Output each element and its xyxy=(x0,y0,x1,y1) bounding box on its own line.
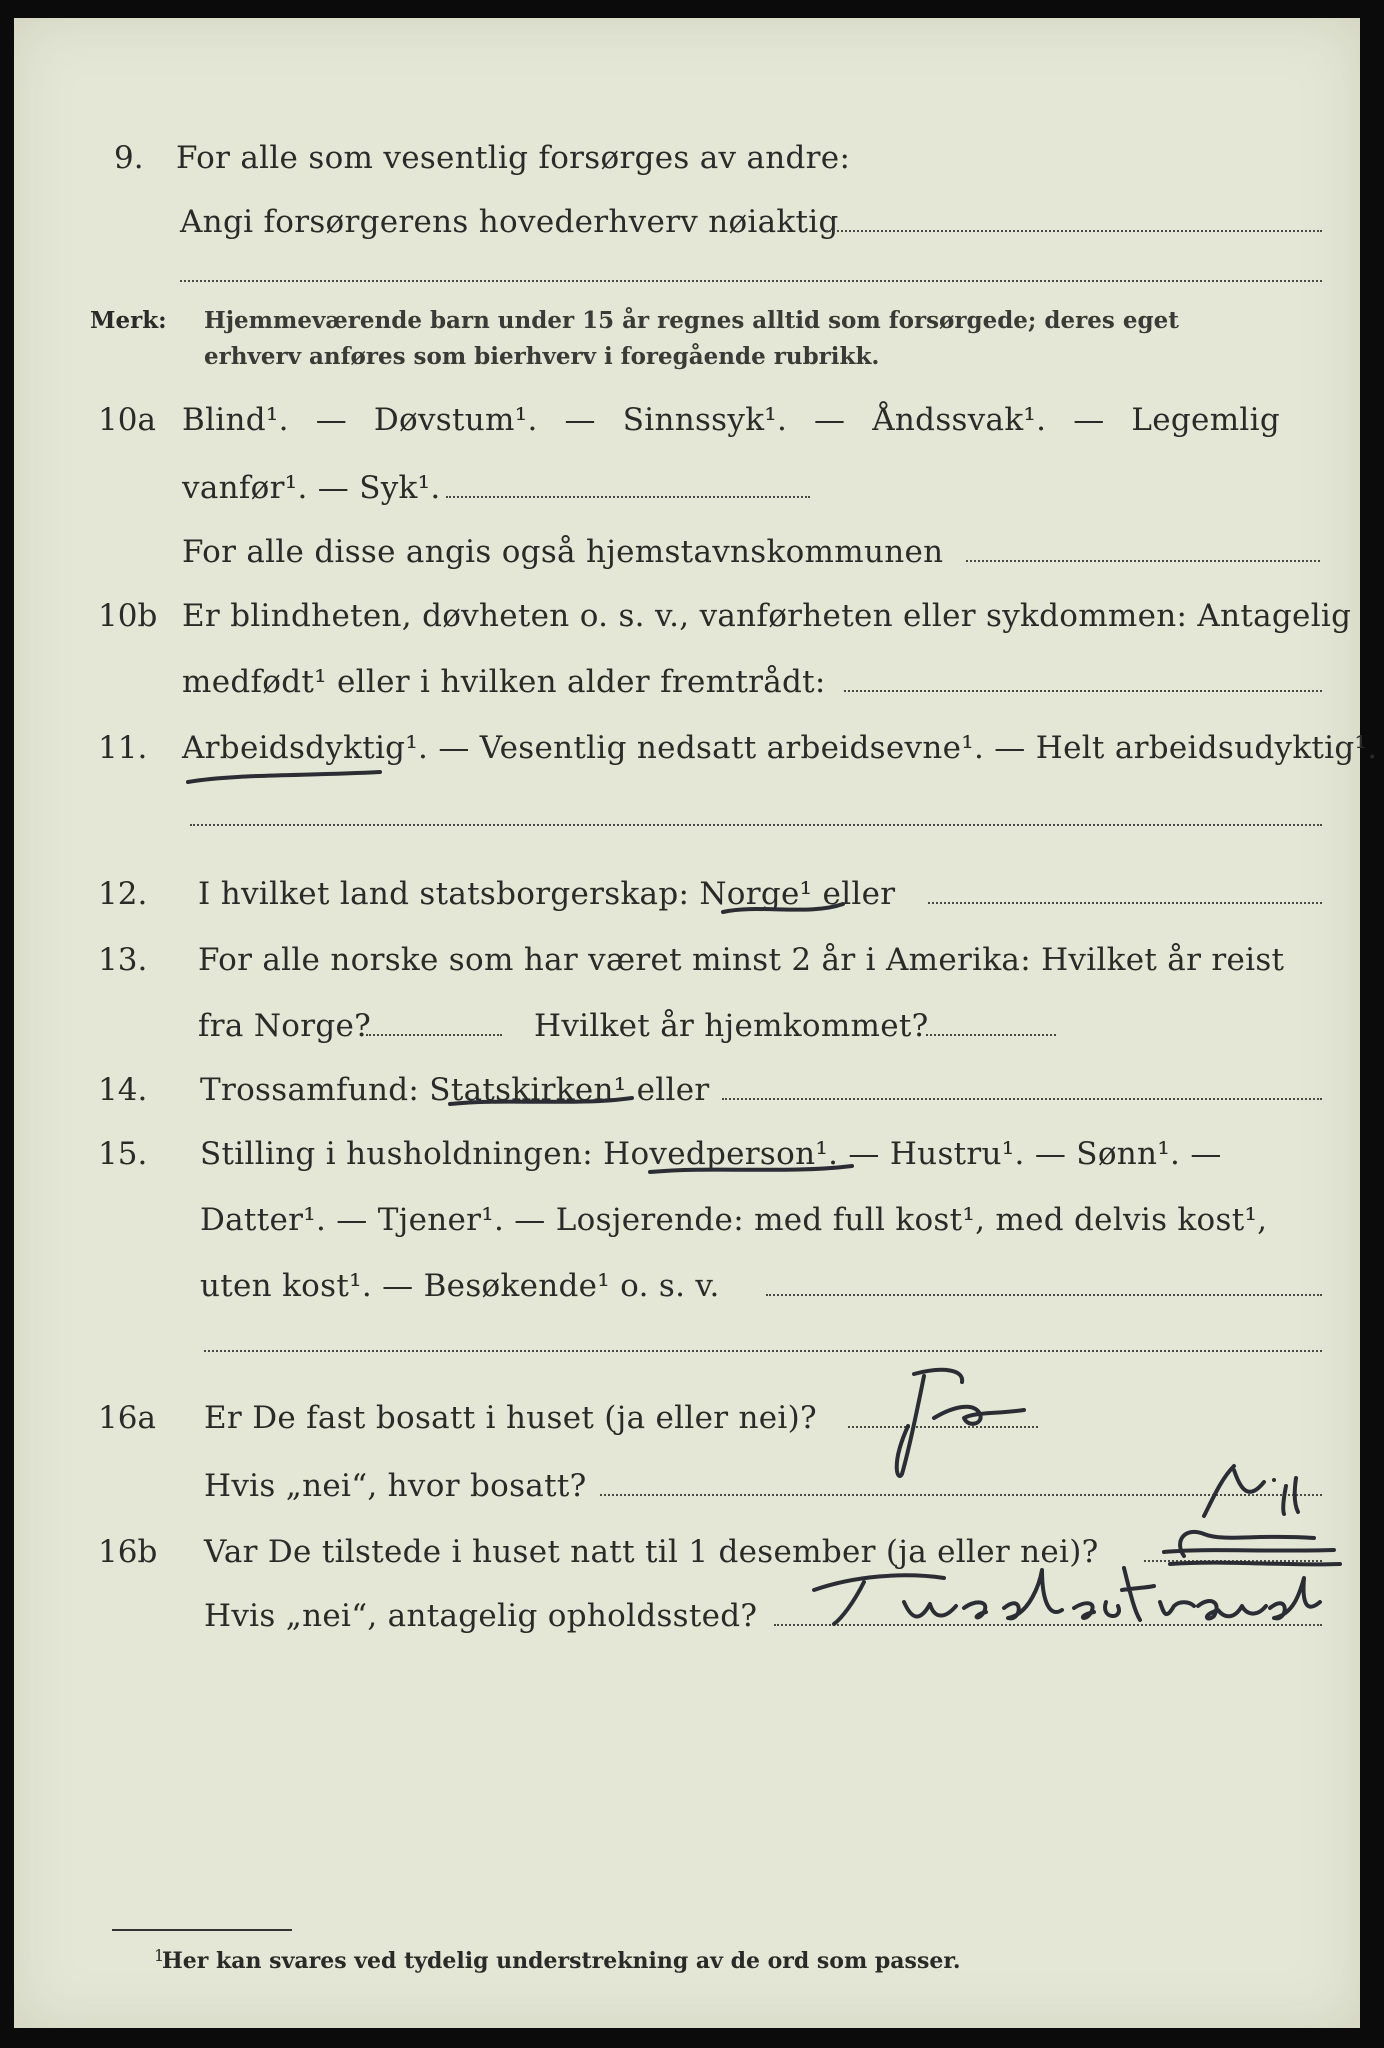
merk-label: Merk: xyxy=(90,307,167,334)
q13-line2a: fra Norge? xyxy=(198,1008,372,1044)
q10b-answer-field[interactable] xyxy=(844,690,1322,692)
q14-answer-field[interactable] xyxy=(722,1098,1322,1100)
q10a-number: 10a xyxy=(98,402,156,438)
q12-answer-field[interactable] xyxy=(928,902,1322,904)
q9-number: 9. xyxy=(114,140,144,176)
q15-line2: Datter¹. — Tjener¹. — Losjerende: med full kost¹, med delvis kost¹, xyxy=(200,1202,1268,1238)
q10b-number: 10b xyxy=(98,598,158,634)
q10a-line1 xyxy=(182,400,1280,440)
underline-hovedperson-mark xyxy=(646,1158,856,1182)
q12-number: 12. xyxy=(98,876,148,912)
dash: — xyxy=(315,402,347,438)
q15-row2 xyxy=(14,1188,1360,1248)
q9-line2: Angi forsørgerens hovederhverv nøiaktig xyxy=(180,204,839,240)
q11-text: Arbeidsdyktig¹. — Vesentlig nedsatt arbeidsevne¹. — Helt arbeidsudyktig¹. xyxy=(182,730,1378,766)
q10b-row2 xyxy=(14,650,1360,710)
q13-number: 13. xyxy=(98,942,148,978)
dash: — xyxy=(814,402,846,438)
q14-number: 14. xyxy=(98,1072,148,1108)
q16a-number: 16a xyxy=(98,1400,156,1436)
q13-row xyxy=(14,928,1360,988)
underline-statskirken-mark xyxy=(446,1092,636,1114)
option-blind[interactable]: Blind¹. xyxy=(182,402,289,438)
underline-norge-mark xyxy=(719,898,849,922)
q15-line3: uten kost¹. — Besøkende¹ o. s. v. xyxy=(200,1268,720,1304)
q10a-row xyxy=(14,388,1360,448)
q9-row xyxy=(14,126,1360,186)
dash: — xyxy=(564,402,596,438)
q9-answer-field[interactable] xyxy=(826,230,1322,232)
q16b-line2: Hvis „nei“, antagelig opholdssted? xyxy=(204,1598,758,1634)
q13-line2b: Hvilket år hjemkommet? xyxy=(534,1008,929,1044)
q10a-hjemstavn-field[interactable] xyxy=(966,560,1320,562)
q9-row2 xyxy=(14,190,1360,250)
footnote-mark: 1 xyxy=(154,1946,165,1965)
merk-note xyxy=(14,303,1360,383)
option-dovstum[interactable]: Døvstum¹. xyxy=(373,402,538,438)
q13-reist-field[interactable] xyxy=(366,1034,502,1036)
q15-answer-field-2[interactable] xyxy=(204,1350,1322,1352)
q15-number: 15. xyxy=(98,1136,148,1172)
q10a-line2: vanfør¹. — Syk¹. xyxy=(182,470,441,506)
option-legemlig[interactable]: Legemlig xyxy=(1131,402,1280,438)
handwritten-nei-corrected-mark xyxy=(1144,1456,1344,1576)
q15-line1: Stilling i husholdningen: Hovedperson¹. — Hustru¹. — Sønn¹. — xyxy=(200,1136,1222,1172)
q16a-line2: Hvis „nei“, hvor bosatt? xyxy=(204,1468,587,1504)
handwritten-tvedestrand-mark xyxy=(794,1562,1334,1632)
q13-hjemkommet-field[interactable] xyxy=(926,1034,1056,1036)
option-sinnssyk[interactable]: Sinnssyk¹. xyxy=(622,402,788,438)
q12-row xyxy=(14,862,1360,922)
q13-line1: For alle norske som har været minst 2 år i Amerika: Hvilket år reist xyxy=(198,942,1285,978)
q15-row3 xyxy=(14,1254,1360,1314)
footnote-text: Her kan svares ved tydelig understrekning av de ord som passer. xyxy=(162,1948,961,1974)
q16a-row xyxy=(14,1386,1360,1446)
q15-answer-field[interactable] xyxy=(766,1294,1322,1296)
q10a-row3 xyxy=(14,520,1360,580)
q11-answer-field[interactable] xyxy=(190,824,1322,826)
underline-arbeidsdyktig-mark xyxy=(184,766,384,790)
footnote-divider xyxy=(112,1929,292,1931)
q13-row2 xyxy=(14,994,1360,1054)
q16b-number: 16b xyxy=(98,1534,158,1570)
option-andssvak[interactable]: Åndssvak¹. xyxy=(872,402,1047,438)
q11-number: 11. xyxy=(98,730,148,766)
q10a-line3: For alle disse angis også hjemstavnskommunen xyxy=(182,534,944,570)
q9-answer-field-2[interactable] xyxy=(180,280,1322,282)
merk-text: Hjemmeværende barn under 15 år regnes alltid som forsørgede; deres eget erhverv anføres som bierhverv i foregående rubrikk. xyxy=(204,307,1179,370)
census-form-page xyxy=(14,18,1378,2028)
q10b-row xyxy=(14,584,1360,644)
q16b-line1: Var De tilstede i huset natt til 1 desember (ja eller nei)? xyxy=(204,1534,1099,1570)
q10b-line1: Er blindheten, døvheten o. s. v., vanførheten eller sykdommen: Antagelig xyxy=(182,598,1352,634)
q14-text: Trossamfund: Statskirken¹ eller xyxy=(200,1072,710,1108)
q10a-row2 xyxy=(14,456,1360,516)
q16a-line1: Er De fast bosatt i huset (ja eller nei)? xyxy=(204,1400,817,1436)
q10a-syk-field[interactable] xyxy=(446,496,810,498)
dash: — xyxy=(1073,402,1105,438)
q10b-line2: medfødt¹ eller i hvilken alder fremtrådt: xyxy=(182,664,826,700)
q12-text: I hvilket land statsborgerskap: Norge¹ eller xyxy=(198,876,896,912)
q14-row xyxy=(14,1058,1360,1118)
q9-line1: For alle som vesentlig forsørges av andre: xyxy=(176,140,851,176)
